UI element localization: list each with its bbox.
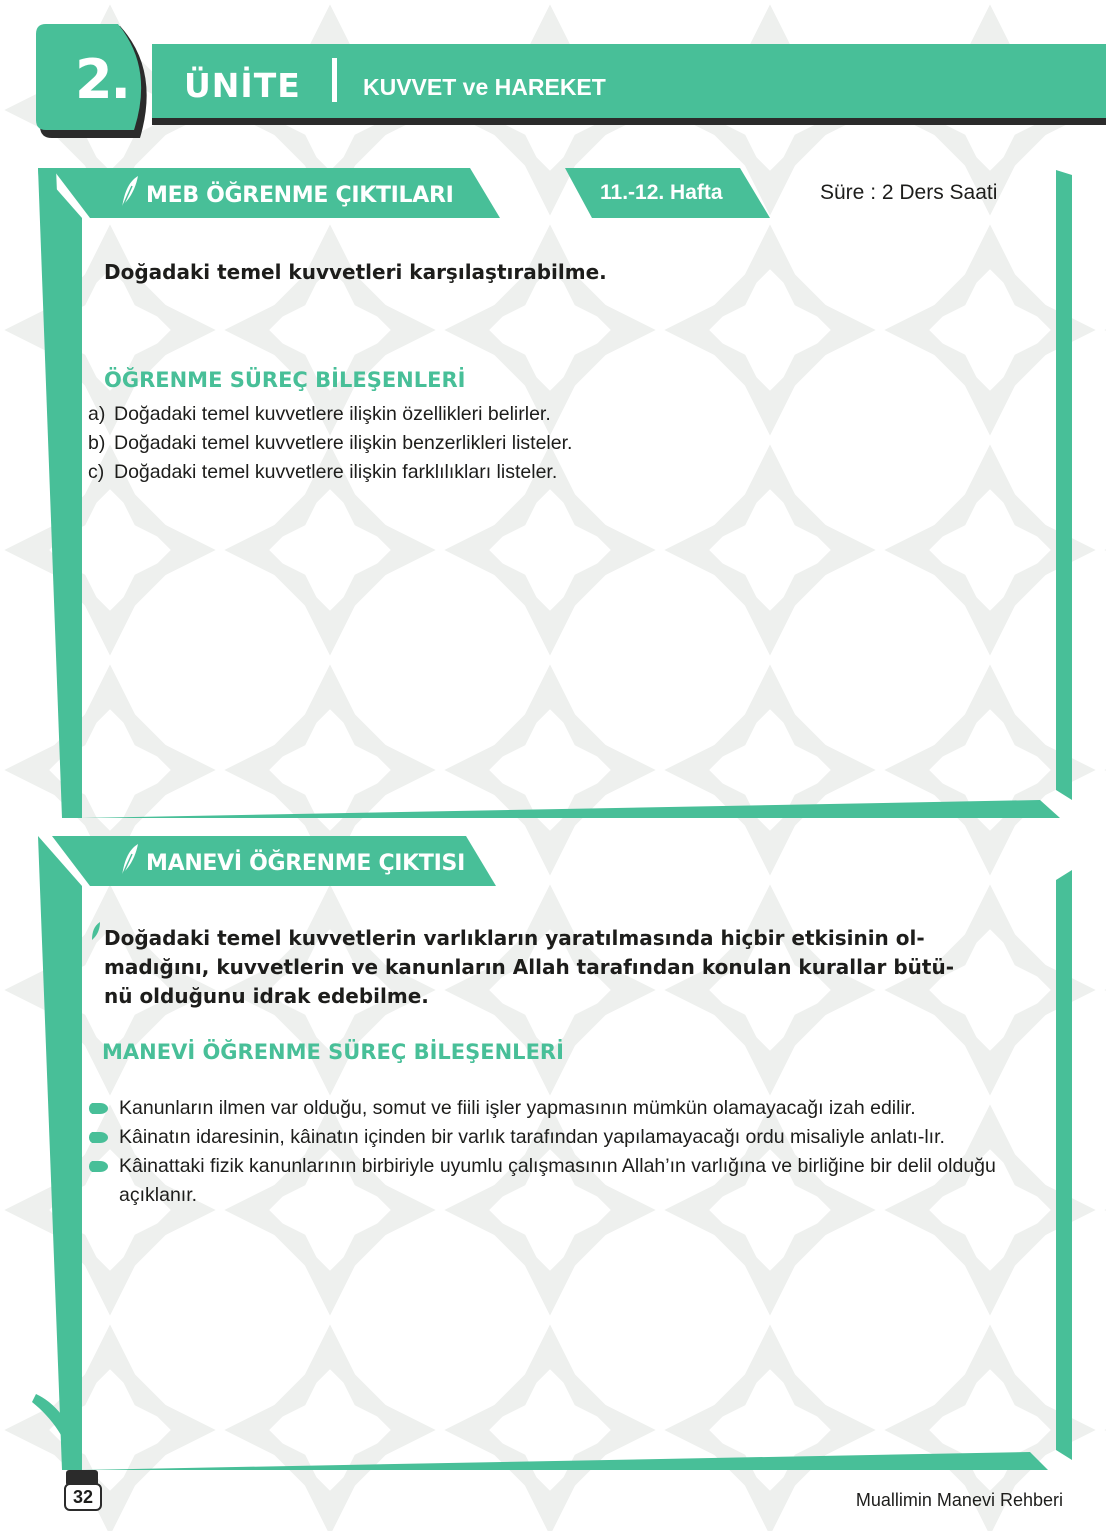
bullet-icon [92,1103,108,1114]
unit-title: KUVVET ve HAREKET [363,74,606,100]
bullet-icon [92,1161,108,1172]
meb-outcome: Doğadaki temel kuvvetleri karşılaştırabilme. [104,260,607,284]
unit-label: ÜNİTE [184,66,301,105]
list-item: Kanunların ilmen var olduğu, somut ve fiili işler yapmasının mümkün olamayacağı izah edilir. [90,1094,1030,1123]
duration-label: Süre : 2 Ders Saati [820,181,998,204]
unit-number: 2. [74,48,130,111]
week-label: 11.-12. Hafta [600,181,723,204]
section2-title: MANEVİ ÖĞRENME ÇIKTISI [146,851,465,876]
feather-icon [118,174,140,210]
spiritual-outcome: Doğadaki temel kuvvetlerin varlıkların yaratılmasında hiçbir etkisinin ol- madığını, kuvvetlerin ve kanunların Allah tarafından konulan kurallar bütü- nü olduğunu idrak edebilme. [104,926,954,1008]
list-item: Kâinatın idaresinin, kâinatın içinden bir varlık tarafından yapılamayacağı ordu misaliyle anlatı-lır. [90,1123,1030,1152]
list-item: b) Doğadaki temel kuvvetlere ilişkin benzerlikleri listeler. [88,432,573,454]
list-item: a) Doğadaki temel kuvvetlere ilişkin özellikleri belirler. [88,403,551,425]
bullet-icon [92,1132,108,1143]
feather-icon [118,842,140,878]
feather-icon [88,920,102,942]
list-item: c) Doğadaki temel kuvvetlere ilişkin farklılıkları listeler. [88,461,558,483]
process-components-heading: ÖĞRENME SÜREÇ BİLEŞENLERİ [104,368,466,392]
list-item: Kâinattaki fizik kanunlarının birbiriyle uyumlu çalışmasının Allah’ın varlığına ve birliğine bir delil olduğu açıklanır. [90,1152,1030,1210]
spiritual-process-list [90,1094,1030,1210]
process-components-list [88,400,572,487]
spiritual-process-heading: MANEVİ ÖĞRENME SÜREÇ BİLEŞENLERİ [102,1040,564,1064]
quill-inkwell-icon [28,1390,98,1490]
book-title: Muallimin Manevi Rehberi [855,1490,1063,1510]
page-number: 32 [64,1483,102,1511]
section1-title: MEB ÖĞRENME ÇIKTILARI [146,183,454,208]
